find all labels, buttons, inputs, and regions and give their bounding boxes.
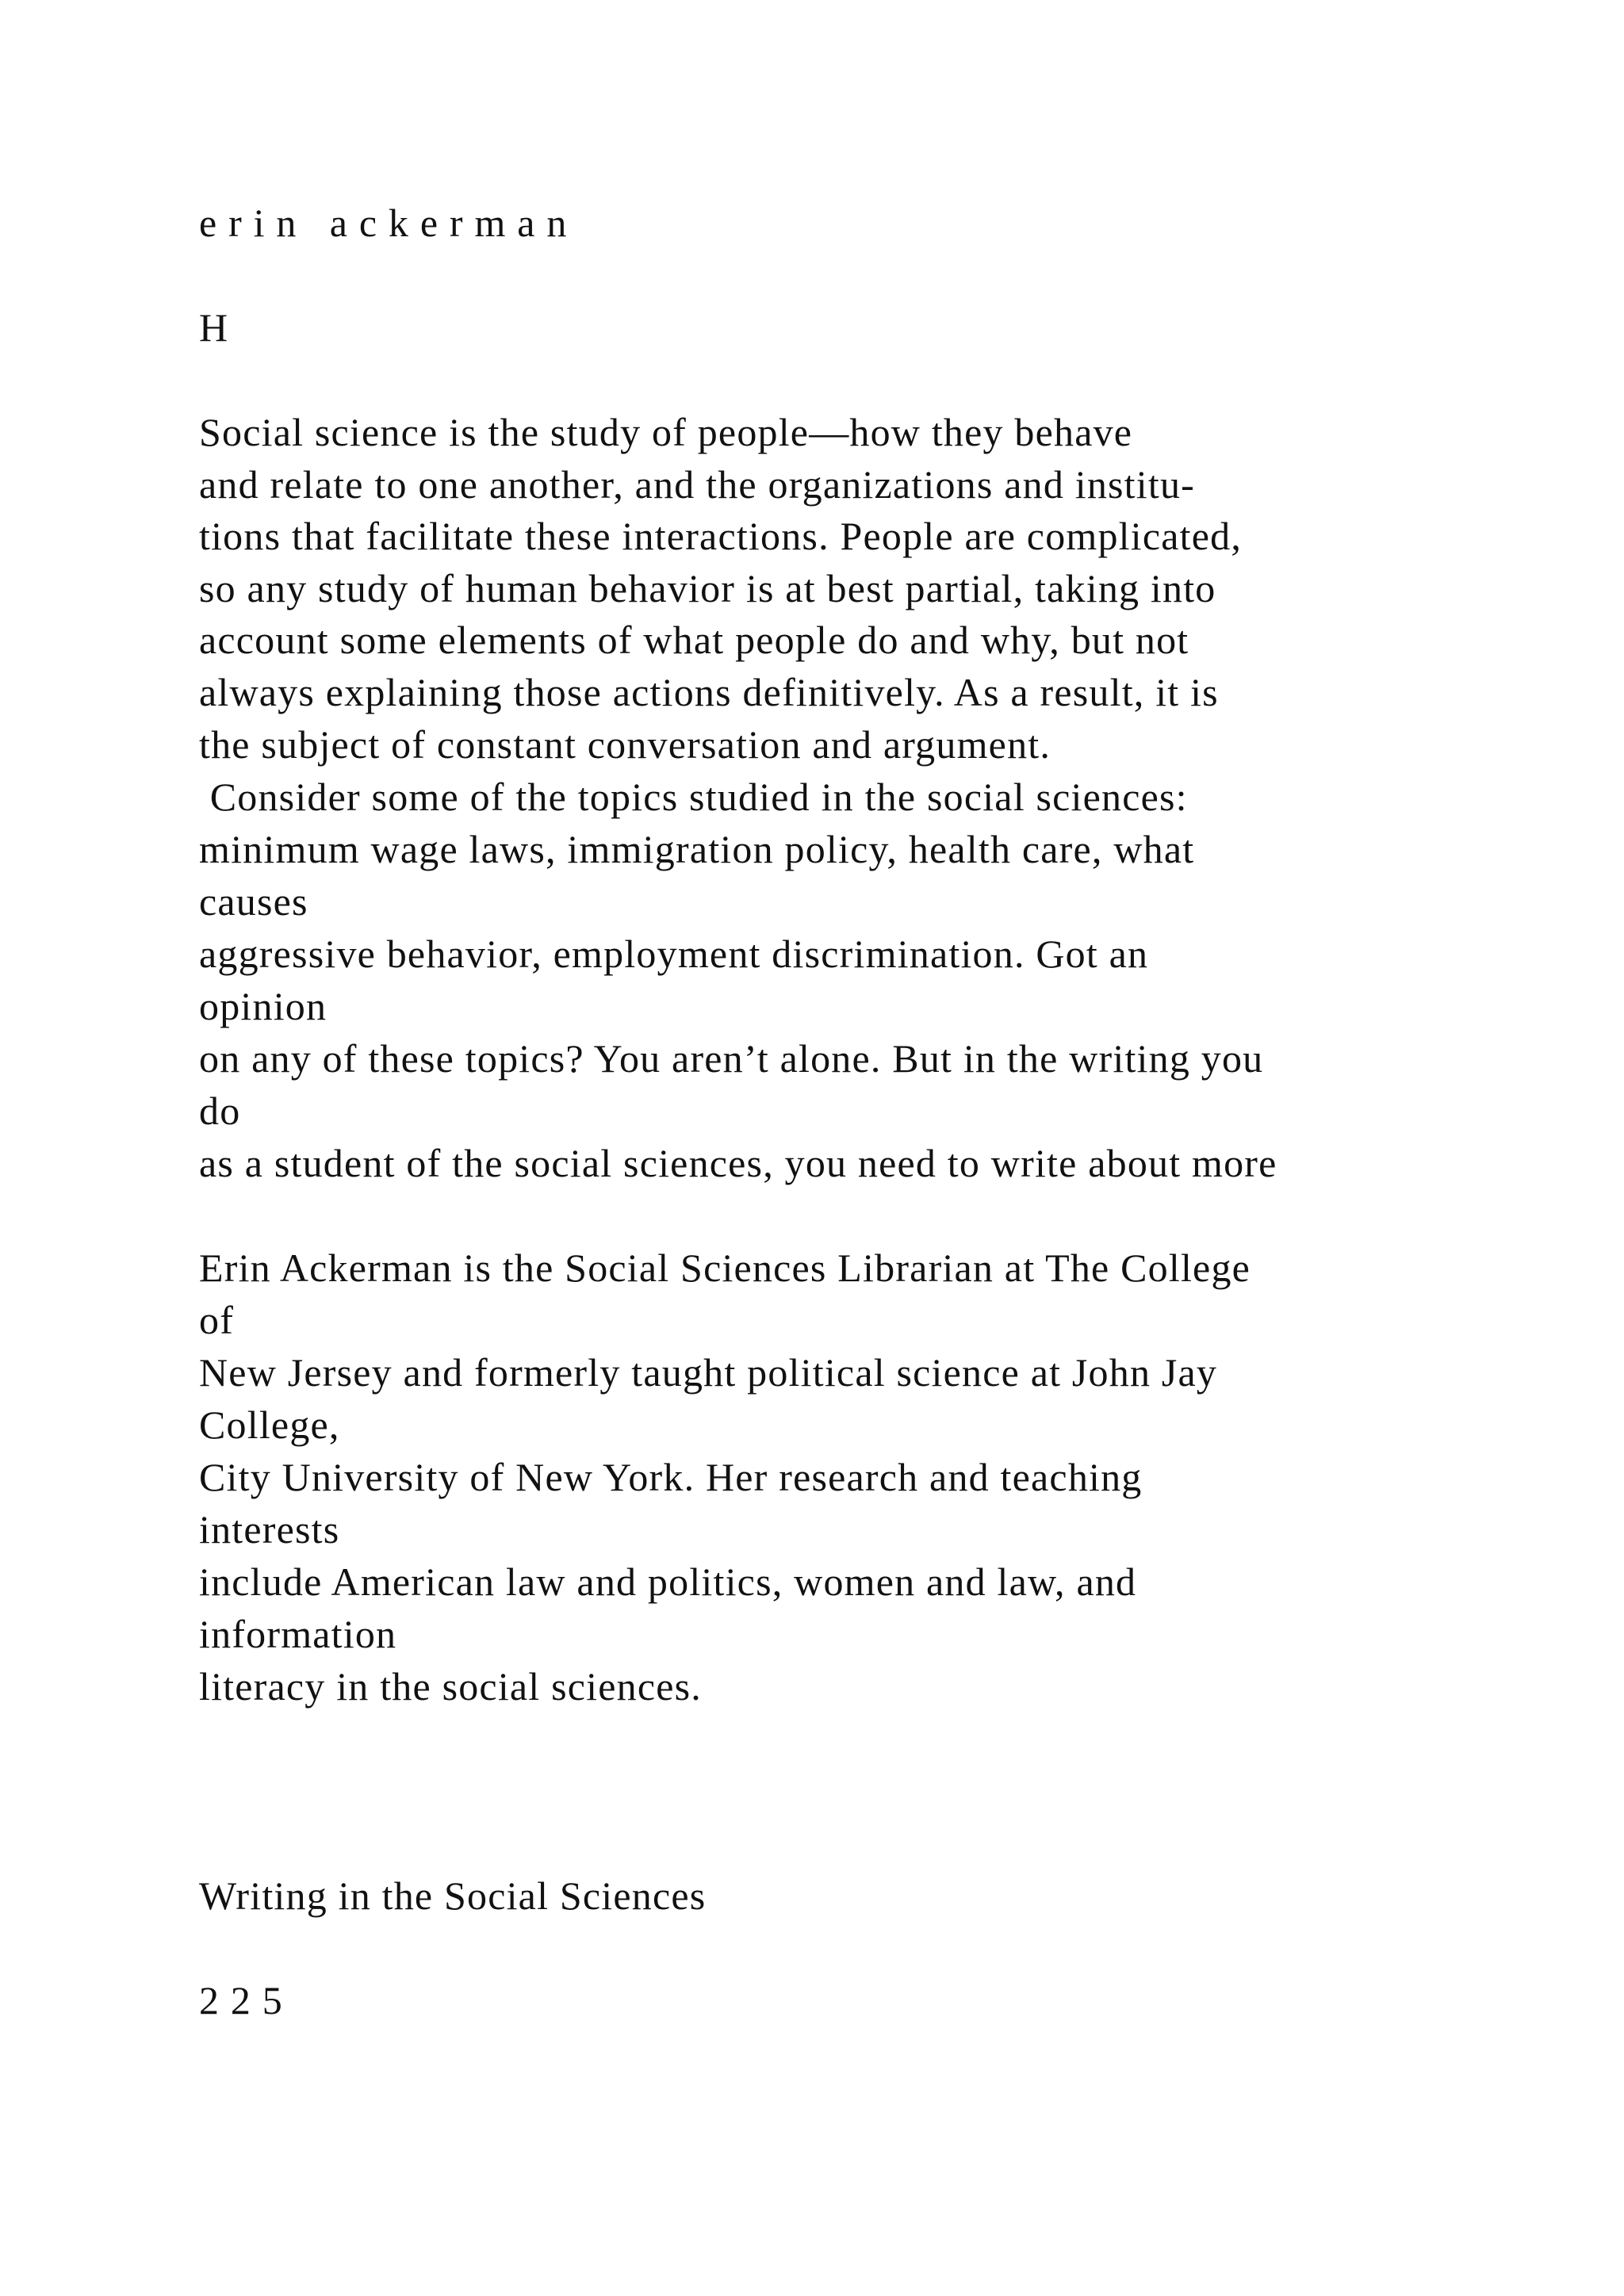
body-line: do (199, 1089, 241, 1133)
bio-line: City University of New York. Her research and teaching (199, 1455, 1143, 1499)
bio-line: College, (199, 1402, 340, 1447)
author-name: e r i n a c k e r m a n (199, 201, 568, 245)
body-line: and relate to one another, and the organizations and institu- (199, 462, 1196, 507)
body-line: on any of these topics? You aren’t alone. But in the writing you (199, 1036, 1264, 1081)
body-line: Consider some of the topics studied in the social sciences: (199, 775, 1188, 819)
page-number: 2 2 5 (199, 1978, 283, 2022)
body-line: causes (199, 879, 308, 924)
body-line: the subject of constant conversation and argument. (199, 722, 1051, 767)
body-line: tions that facilitate these interactions. People are complicated, (199, 514, 1243, 558)
bio-line: information (199, 1612, 397, 1656)
body-line: so any study of human behavior is at best partial, taking into (199, 566, 1216, 610)
bio-line: include American law and politics, women and law, and (199, 1559, 1137, 1604)
bio-line: of (199, 1298, 235, 1342)
body-line: always explaining those actions definitively. As a result, it is (199, 670, 1219, 714)
chapter-title: Writing in the Social Sciences (199, 1873, 707, 1918)
drop-cap-letter: H (199, 305, 229, 350)
bio-line: Erin Ackerman is the Social Sciences Librarian at The College (199, 1246, 1251, 1290)
body-line: account some elements of what people do and why, but not (199, 618, 1189, 662)
body-line: Social science is the study of people—how they behave (199, 410, 1133, 454)
bio-line: interests (199, 1507, 340, 1552)
bio-line: literacy in the social sciences. (199, 1664, 702, 1709)
bio-line: New Jersey and formerly taught political science at John Jay (199, 1350, 1218, 1395)
body-line: as a student of the social sciences, you need to write about more (199, 1141, 1277, 1185)
body-line: minimum wage laws, immigration policy, health care, what (199, 827, 1195, 871)
body-line: opinion (199, 984, 327, 1028)
body-line: aggressive behavior, employment discrimination. Got an (199, 932, 1149, 976)
